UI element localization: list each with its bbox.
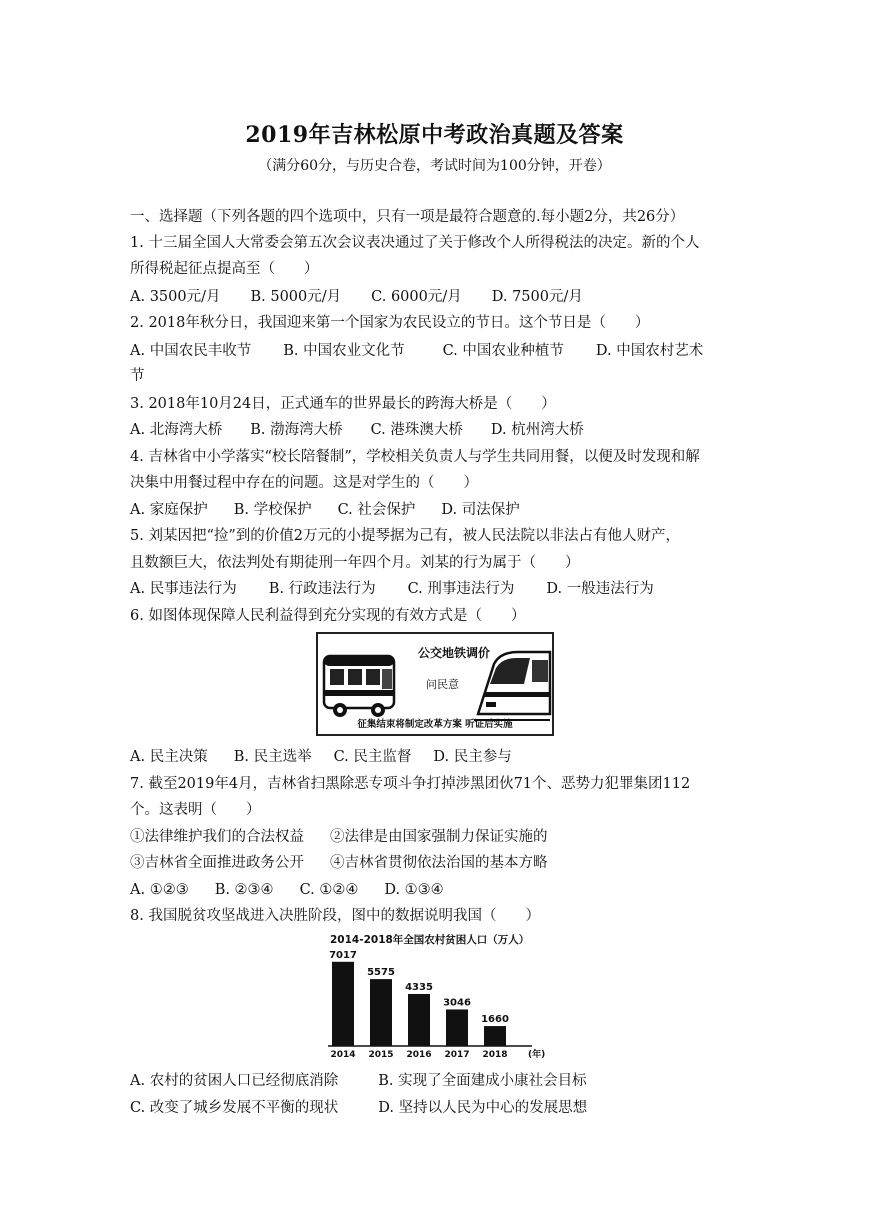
q2-option-d: D. 中国农村艺术 xyxy=(595,343,704,359)
figure-caption-middle: 问民意 xyxy=(426,678,459,691)
q5-option-c: C. 刑事违法行为 xyxy=(407,581,515,597)
page-subtitle: （满分60分，与历史合卷，考试时间为100分钟，开卷） xyxy=(258,158,611,174)
q2-option-a: A. 中国农民丰收节 xyxy=(130,343,252,359)
q2-wrap: 节 xyxy=(130,368,145,384)
value-label-2015: 5575 xyxy=(367,967,395,979)
fare-hearing-illustration xyxy=(316,632,554,736)
q3-option-a: A. 北海湾大桥 xyxy=(130,422,223,438)
q8-option-d: D. 坚持以人民为中心的发展思想 xyxy=(378,1100,588,1116)
q5-line2: 且数额巨大，依法判处有期徒刑一年四个月。刘某的行为属于（ ） xyxy=(130,555,580,571)
q6-options xyxy=(130,747,750,767)
q4-line2: 决集中用餐过程中存在的问题。这是对学生的（ ） xyxy=(130,475,478,491)
bar-2018 xyxy=(484,1026,506,1046)
q3-options xyxy=(130,420,750,440)
bar-2015 xyxy=(370,979,392,1046)
q7-options xyxy=(130,880,750,900)
value-label-2014: 7017 xyxy=(329,949,357,961)
q8-options-row1 xyxy=(130,1071,750,1091)
q5-option-d: D. 一般违法行为 xyxy=(546,581,654,597)
q7-statement-4: ④吉林省贯彻依法治国的基本方略 xyxy=(330,855,548,871)
q5-line1: 5. 刘某因把“捡”到的价值2万元的小提琴据为己有，被人民法院以非法占有他人财产， xyxy=(130,528,680,544)
value-label-2016: 4335 xyxy=(405,981,433,993)
q7-option-c: C. ①②④ xyxy=(299,882,359,898)
q1-line1: 1. 十三届全国人大常委会第五次会议表决通过了关于修改个人所得税法的决定。新的个人 xyxy=(130,235,700,251)
q7-option-d: D. ①③④ xyxy=(384,882,444,898)
value-label-2017: 3046 xyxy=(443,997,471,1009)
q4-option-d: D. 司法保护 xyxy=(441,502,520,518)
q5-option-a: A. 民事违法行为 xyxy=(130,581,237,597)
section-heading: 一、选择题（下列各题的四个选项中，只有一项是最符合题意的.每小题2分，共26分） xyxy=(130,209,685,225)
q7-option-b: B. ②③④ xyxy=(214,882,274,898)
q4-option-c: C. 社会保护 xyxy=(337,502,416,518)
q7-line1: 7. 截至2019年4月，吉林省扫黑除恶专项斗争打掉涉黑团伙71个、恶势力犯罪集团112 xyxy=(130,776,691,792)
bar-2014 xyxy=(332,962,354,1046)
figure-caption-bottom: 征集结束将制定改革方案 听证后实施 xyxy=(357,719,513,730)
metro-train-icon xyxy=(474,652,550,720)
q7-statements-row1 xyxy=(130,827,750,847)
value-label-2018: 1660 xyxy=(481,1014,509,1026)
bar-2016 xyxy=(408,994,430,1046)
q6-option-c: C. 民主监督 xyxy=(333,749,412,765)
chart-canvas xyxy=(318,930,548,1062)
q6-line1: 6. 如图体现保障人民利益得到充分实现的有效方式是（ ） xyxy=(130,608,526,624)
q6-option-d: D. 民主参与 xyxy=(433,749,512,765)
x-axis-unit: (年) xyxy=(528,1050,546,1060)
q4-options xyxy=(130,500,750,520)
q2-line1: 2. 2018年秋分日，我国迎来第一个国家为农民设立的节日。这个节日是（ ） xyxy=(130,315,650,331)
q7-statements-row2 xyxy=(130,853,750,873)
q8-option-b: B. 实现了全面建成小康社会目标 xyxy=(378,1073,587,1089)
q2-options xyxy=(130,341,750,361)
q7-statement-2: ②法律是由国家强制力保证实施的 xyxy=(330,829,548,845)
q3-line1: 3. 2018年10月24日，正式通车的世界最长的跨海大桥是（ ） xyxy=(130,396,556,412)
q4-line1: 4. 吉林省中小学落实“校长陪餐制”，学校相关负责人与学生共同用餐，以便及时发现和解 xyxy=(130,449,700,465)
q5-option-b: B. 行政违法行为 xyxy=(268,581,376,597)
q7-line2: 个。这表明（ ） xyxy=(130,802,261,818)
q1-option-d: D. 7500元/月 xyxy=(491,289,583,305)
q7-statement-3: ③吉林省全面推进政务公开 xyxy=(130,855,304,871)
q3-option-c: C. 港珠澳大桥 xyxy=(370,422,463,438)
q1-option-b: B. 5000元/月 xyxy=(250,289,342,305)
q1-line2: 所得税起征点提高至（ ） xyxy=(130,261,319,277)
page-title: 2019年吉林松原中考政治真题及答案 xyxy=(245,122,624,148)
q1-options xyxy=(130,287,750,307)
q8-option-c: C. 改变了城乡发展不平衡的现状 xyxy=(130,1100,339,1116)
tick-label-2016: 2016 xyxy=(406,1050,432,1060)
q4-option-a: A. 家庭保护 xyxy=(130,502,208,518)
q6-option-a: A. 民主决策 xyxy=(130,749,208,765)
poverty-bar-chart xyxy=(318,930,548,1062)
q8-options-row2 xyxy=(130,1098,750,1118)
q6-option-b: B. 民主选举 xyxy=(233,749,312,765)
q5-options xyxy=(130,579,750,599)
q8-line1: 8. 我国脱贫攻坚战进入决胜阶段，图中的数据说明我国（ ） xyxy=(130,908,540,924)
bar-2017 xyxy=(446,1009,468,1046)
q8-option-a: A. 农村的贫困人口已经彻底消除 xyxy=(130,1073,339,1089)
q3-option-b: B. 渤海湾大桥 xyxy=(250,422,343,438)
tick-label-2017: 2017 xyxy=(444,1050,470,1060)
q4-option-b: B. 学校保护 xyxy=(233,502,312,518)
q1-option-c: C. 6000元/月 xyxy=(371,289,462,305)
q2-option-b: B. 中国农业文化节 xyxy=(283,343,405,359)
q7-option-a: A. ①②③ xyxy=(130,882,189,898)
tick-label-2014: 2014 xyxy=(330,1050,356,1060)
q7-statement-1: ①法律维护我们的合法权益 xyxy=(130,829,304,845)
tick-label-2015: 2015 xyxy=(368,1050,394,1060)
tick-label-2018: 2018 xyxy=(482,1050,508,1060)
q2-option-c: C. 中国农业种植节 xyxy=(442,343,564,359)
bus-icon xyxy=(324,656,394,717)
q3-option-d: D. 杭州湾大桥 xyxy=(490,422,584,438)
chart-title: 2014-2018年全国农村贫困人口（万人） xyxy=(330,934,530,946)
q1-option-a: A. 3500元/月 xyxy=(130,289,221,305)
figure-caption-top: 公交地铁调价 xyxy=(418,646,491,660)
